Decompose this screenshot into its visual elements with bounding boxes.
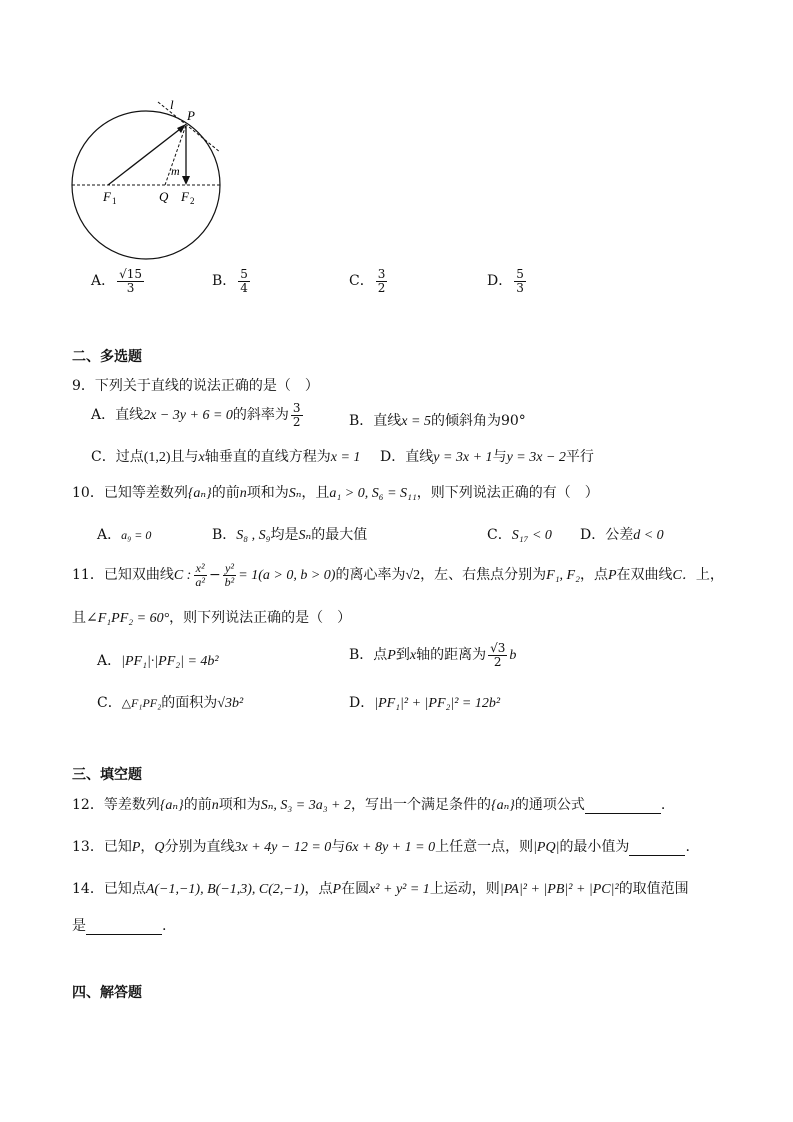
q12-stem	[72, 794, 665, 814]
q10-mid3: ，且	[301, 485, 330, 501]
q9-a-num: 3	[292, 401, 301, 415]
q10-b-post: 的最大值	[311, 527, 368, 543]
q8-d-num: 5	[516, 267, 524, 281]
q11-b-num: √3	[490, 641, 506, 655]
q11-d-label: D．	[349, 695, 375, 711]
q9-a-frac	[291, 402, 303, 428]
q10-c-label: C．	[487, 527, 512, 543]
q13-pre: 13．已知	[72, 839, 132, 855]
q9-option-d	[380, 446, 594, 466]
q11-foci: F₁, F₂	[546, 568, 580, 584]
q11-stem-line2	[72, 607, 351, 627]
q8-option-a	[91, 268, 146, 294]
q11-y2: y²	[225, 561, 234, 575]
q9-a-eq: 2x − 3y + 6 = 0	[143, 408, 233, 424]
q11-b-den: 2	[493, 654, 502, 669]
q14-line2: 是	[72, 918, 86, 934]
q10-mid2: 项和为	[246, 485, 289, 501]
q9-b-eq: x = 5	[401, 414, 431, 429]
q9-d-post: 平行	[565, 449, 594, 465]
q8-option-c	[349, 268, 389, 294]
q8-c-den: 2	[377, 280, 386, 295]
q11-angle: ∠F₁PF₂ = 60°	[86, 611, 170, 626]
q10-a-eq: a₉ = 0	[121, 528, 152, 542]
q10-d-eq: d < 0	[633, 528, 664, 543]
q10-b-mid: 均是	[270, 527, 299, 543]
label-m: m	[171, 164, 180, 178]
q12-mid: 的前	[183, 797, 212, 813]
q14-stem-line2	[72, 915, 166, 935]
q10-b-label: B．	[212, 527, 237, 543]
q11-b-pre: B．点	[349, 647, 388, 664]
q8-option-d-label: D．	[487, 273, 513, 290]
q14-answer-blank[interactable]	[86, 918, 162, 935]
q11-post: 在双曲线	[616, 567, 673, 584]
q11-mid: 的离心率为	[335, 567, 406, 584]
q11-mid3: ，点	[579, 567, 608, 584]
q10-b-sn: Sₙ	[298, 528, 312, 543]
q13-pq: |PQ|	[533, 840, 560, 855]
q11-d-eq: |PF₁|² + |PF₂|² = 12b²	[374, 696, 501, 711]
q8-b-den: 4	[240, 280, 248, 295]
label-Q: Q	[159, 189, 169, 204]
q11-frac-y	[223, 562, 237, 588]
q10-b-eq: S₈ , S₉	[236, 528, 271, 543]
q10-sn: Sₙ	[288, 486, 302, 501]
q9-c-mid2: 轴垂直的直线方程为	[204, 449, 331, 465]
q11-minus: −	[208, 567, 221, 584]
q14-circle: x² + y² = 1	[369, 882, 430, 897]
q14-pre: 14．已知点	[72, 881, 146, 897]
q11-b-mid: 到	[395, 647, 410, 664]
q11-a-label: A．	[97, 653, 122, 669]
q10-c-eq: S₁₇ < 0	[511, 528, 552, 543]
q10-n: n	[239, 486, 247, 501]
q11-pre: 11．已知双曲线	[72, 567, 174, 584]
q13-l1: 3x + 4y − 12 = 0	[234, 840, 332, 855]
q14-stem	[72, 878, 689, 898]
section-3-heading: 三、填空题	[72, 767, 142, 783]
q11-option-c	[97, 692, 243, 712]
q13-answer-blank[interactable]	[629, 839, 685, 856]
q11-mid2: ，左、右焦点分别为	[420, 567, 547, 584]
q10-an: {aₙ}	[187, 486, 212, 501]
q12-an2: {aₙ}	[491, 798, 515, 813]
q8-option-b-label: B．	[212, 273, 237, 290]
q13-p: P	[131, 840, 141, 855]
q11-frac-x	[193, 562, 207, 588]
q9-stem: 9．下列关于直线的说法正确的是（ ）	[72, 378, 319, 394]
q8-option-a-frac	[117, 268, 144, 294]
q11-line2-pre: 且	[72, 610, 86, 626]
q13-end: .	[685, 839, 690, 855]
q14-post: 的取值范围	[618, 881, 689, 897]
q11-b-b: b	[509, 648, 517, 664]
q9-c-pt: (1,2)	[143, 450, 171, 465]
q10-option-c	[487, 524, 552, 544]
label-F2-sub: 2	[190, 196, 195, 206]
q14-p: P	[332, 882, 342, 897]
q9-c-x: x	[198, 450, 205, 465]
q11-b-mid2: 轴的距离为	[416, 647, 487, 664]
q11-b-p: P	[387, 648, 396, 664]
q11-c: C．	[672, 568, 696, 584]
q8-a-num: √15	[119, 267, 143, 281]
q13-post: 的最小值为	[559, 839, 630, 855]
q9-b-pre: B．直线	[349, 413, 402, 429]
section-4-heading: 四、解答题	[72, 985, 142, 1001]
q10-option-b	[212, 524, 367, 544]
q12-n: n	[211, 798, 219, 813]
q12-cond: Sₙ, S₃ = 3a₃ + 2	[260, 798, 352, 813]
q10-d-label: D．公差	[580, 527, 634, 543]
q11-a-eq: |PF₁|·|PF₂| = 4b²	[121, 654, 219, 669]
q8-option-d	[487, 268, 528, 294]
q11-c-mid: 的面积为	[161, 695, 218, 711]
q11-x2: x²	[195, 561, 205, 575]
q14-expr: |PA|² + |PB|² + |PC|²	[499, 882, 619, 897]
q13-mid3: 上任意一点，则	[435, 839, 534, 855]
q11-option-a	[97, 650, 219, 670]
q8-d-den: 3	[516, 280, 524, 295]
label-F1: F	[103, 189, 111, 204]
q12-an: {aₙ}	[159, 798, 184, 813]
q11-e: √2	[405, 568, 421, 584]
label-l: l	[170, 97, 174, 112]
q12-pre: 12．等差数列	[72, 797, 160, 813]
q9-b-post: 的倾斜角为90°	[430, 413, 526, 429]
q9-c-mid: 且与	[170, 449, 199, 465]
q9-d-eq2: y = 3x − 2	[506, 450, 566, 465]
q10-a-label: A．	[97, 527, 122, 543]
q9-c-eq: x = 1	[330, 450, 361, 465]
q8-option-a-label: A．	[91, 273, 116, 290]
q11-c-tri: △F₁PF₂	[121, 696, 162, 710]
q14-mid3: 上运动，则	[429, 881, 500, 897]
q8-option-b	[212, 268, 252, 294]
q10-pre: 10．已知等差数列	[72, 485, 188, 501]
q13-stem	[72, 836, 690, 856]
q10-cond: a₁ > 0, S₆ = S₁₁	[329, 486, 417, 501]
q12-answer-blank[interactable]	[585, 797, 661, 814]
arrow-head-F2	[182, 176, 190, 185]
q11-a2: a²	[195, 574, 205, 589]
q13-q: Q	[154, 840, 165, 855]
q9-a-pre: A．直线	[91, 407, 144, 424]
q11-curve: C :	[173, 568, 192, 584]
q9-option-a	[91, 402, 305, 428]
q9-c-pre: C．过点	[91, 449, 144, 465]
q12-end: .	[660, 797, 666, 813]
q11-c-eq: √3b²	[217, 696, 244, 711]
q8-option-d-frac	[514, 268, 526, 294]
q11-p: P	[607, 568, 617, 584]
q11-b-x: x	[409, 648, 417, 664]
q14-points: A(−1,−1), B(−1,3), C(2,−1)	[145, 882, 305, 897]
q8-c-num: 3	[377, 267, 386, 281]
q10-mid: 的前	[211, 485, 240, 501]
q8-option-c-frac	[376, 268, 388, 294]
q11-b-frac	[488, 642, 507, 668]
label-F1-sub: 1	[112, 196, 117, 206]
q8-b-num: 5	[240, 267, 248, 281]
q12-mid2: 项和为	[218, 797, 261, 813]
q9-d-pre: D．直线	[380, 449, 434, 465]
q10-stem	[72, 482, 599, 502]
q11-eq-post: = 1(a > 0, b > 0)	[238, 568, 336, 584]
q12-post2: 的通项公式	[514, 797, 585, 813]
q10-option-d	[580, 524, 664, 544]
q10-post: ，则下列说法正确的有（ ）	[416, 485, 599, 501]
q9-d-eq1: y = 3x + 1	[433, 450, 493, 465]
q14-end: .	[162, 918, 167, 934]
q11-line2-post: ，则下列说法正确的是（ ）	[169, 610, 352, 626]
arrow-head-P	[177, 124, 186, 133]
q8-option-b-frac	[238, 268, 250, 294]
ellipse-figure	[60, 92, 240, 272]
q11-option-b	[349, 642, 516, 668]
q9-option-c	[91, 446, 360, 466]
q9-a-den: 2	[292, 414, 301, 429]
q13-mid2: 与	[331, 839, 346, 855]
q10-option-a	[97, 524, 151, 544]
q8-option-c-label: C．	[349, 273, 374, 290]
q11-option-d	[349, 692, 500, 712]
q11-stem	[72, 562, 724, 588]
q9-d-mid: 与	[492, 449, 507, 465]
q13-l2: 6x + 8y + 1 = 0	[345, 840, 436, 855]
q9-a-mid: 的斜率为	[232, 407, 289, 424]
q13-sep: ，	[140, 839, 155, 855]
q8-a-den: 3	[126, 280, 135, 295]
label-P: P	[187, 108, 195, 123]
q12-post: ，写出一个满足条件的	[351, 797, 492, 813]
q11-c-label: C．	[97, 695, 122, 711]
label-F2: F	[181, 189, 189, 204]
q14-mid: ，点	[304, 881, 333, 897]
q13-mid: 分别为直线	[164, 839, 235, 855]
section-2-heading: 二、多选题	[72, 349, 142, 365]
q11-b2: b²	[224, 574, 235, 589]
q11-end: 上，	[695, 567, 724, 584]
q9-option-b	[349, 410, 526, 430]
q14-mid2: 在圆	[341, 881, 370, 897]
